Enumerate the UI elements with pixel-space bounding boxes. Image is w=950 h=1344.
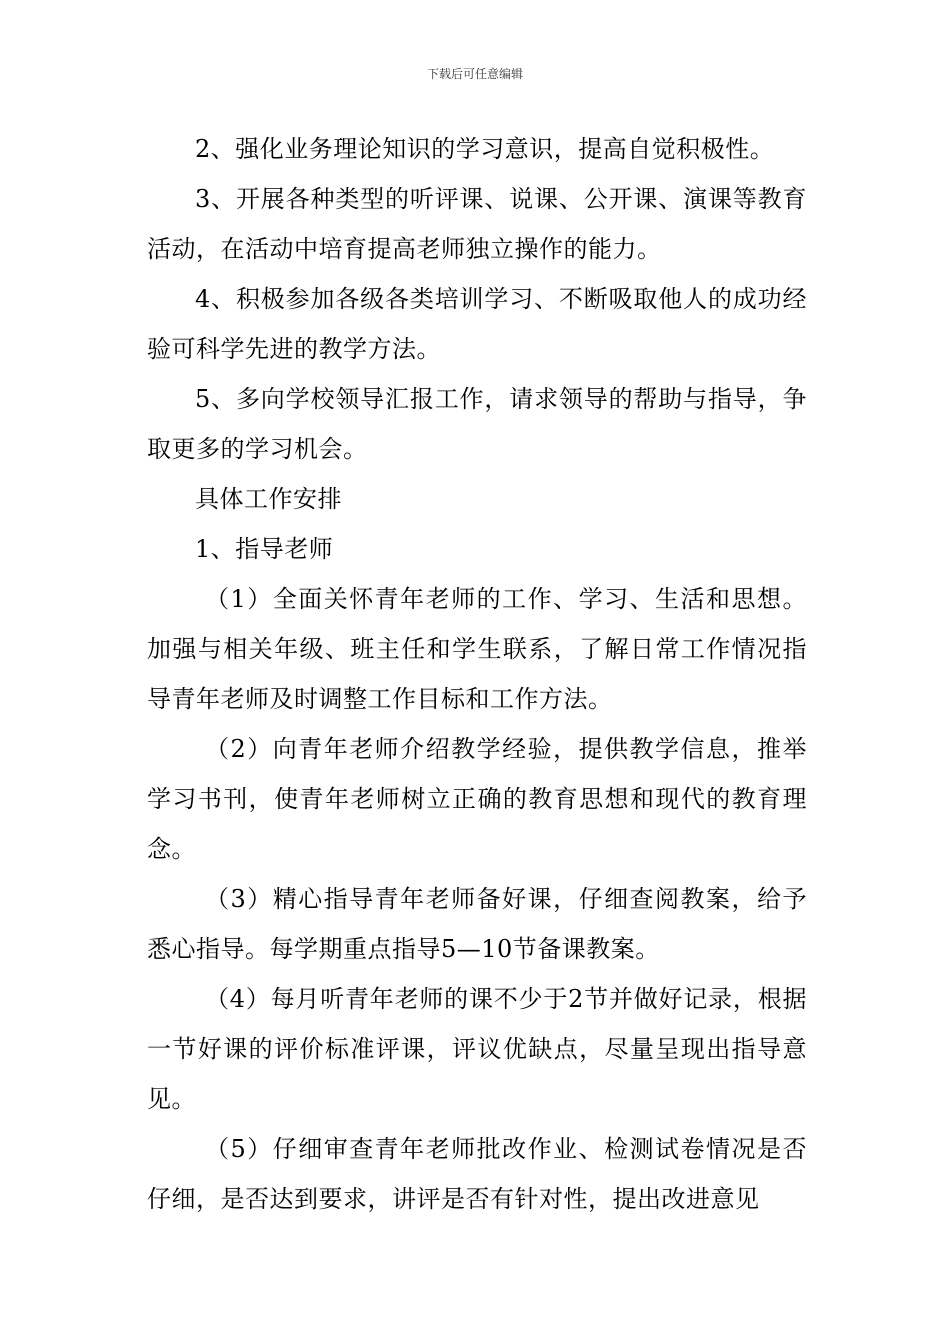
page-header: 下载后可任意编辑 [426, 67, 523, 81]
paragraph-goal-4: 4、积极参加各级各类培训学习、不断吸取他人的成功经验可科学先进的教学方法。 [147, 285, 807, 363]
paragraph-item-4: （4）每月听青年老师的课不少于2节并做好记录，根据一节好课的评价标准评课，评议优缺点，尽量呈现出指导意见。 [147, 985, 807, 1113]
paragraph-item-1: （1）全面关怀青年老师的工作、学习、生活和思想。加强与相关年级、班主任和学生联系，了解日常工作情况指导青年老师及时调整工作目标和工作方法。 [147, 585, 807, 713]
paragraph-goal-2: 2、强化业务理论知识的学习意识，提高自觉积极性。 [195, 135, 775, 163]
paragraph-goal-5: 5、多向学校领导汇报工作，请求领导的帮助与指导，争取更多的学习机会。 [147, 385, 807, 463]
paragraph-item-3: （3）精心指导青年老师备好课，仔细查阅教案，给予悉心指导。每学期重点指导5—10节备课教案。 [147, 885, 807, 963]
section-heading-work-plan: 具体工作安排 [195, 485, 342, 513]
paragraph-goal-3: 3、开展各种类型的听评课、说课、公开课、演课等教育活动，在活动中培育提高老师独立操作的能力。 [147, 185, 807, 263]
document-body [147, 124, 807, 1224]
subsection-heading-guide-teacher: 1、指导老师 [195, 535, 334, 563]
paragraph-item-2: （2）向青年老师介绍教学经验，提供教学信息，推举学习书刊，使青年老师树立正确的教育思想和现代的教育理念。 [147, 735, 807, 863]
paragraph-item-5: （5）仔细审查青年老师批改作业、检测试卷情况是否仔细，是否达到要求，讲评是否有针对性，提出改进意见 [147, 1135, 807, 1213]
